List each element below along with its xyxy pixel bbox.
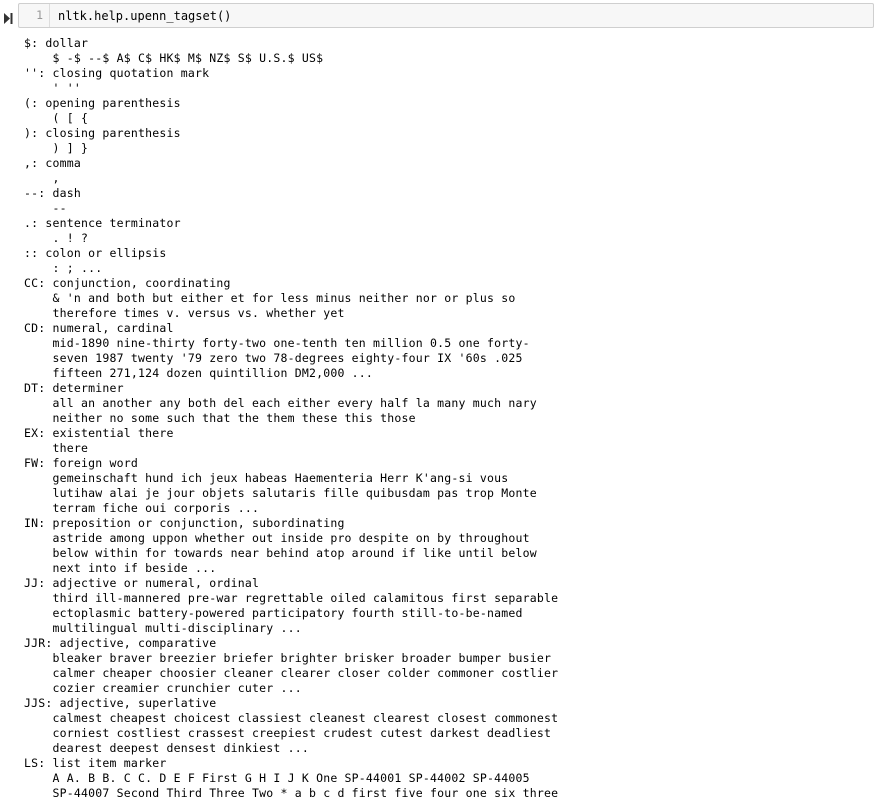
tag-definition-line: '': closing quotation mark [24,66,210,80]
tag-examples-line: third ill-mannered pre-war regrettable oiled calamitous first separable [24,591,559,605]
tag-examples-line: mid-1890 nine-thirty forty-two one-tenth ten million 0.5 one forty- [24,336,530,350]
tag-examples-line: calmer cheaper choosier cleaner clearer closer colder commoner costlier [24,666,559,680]
tag-definition-line: :: colon or ellipsis [24,246,167,260]
tag-definition-line: --: dash [24,186,81,200]
tag-definition-line: JJR: adjective, comparative [24,636,217,650]
tag-examples-line: cozier creamier crunchier cuter ... [24,681,302,695]
tag-examples-line: below within for towards near behind atop around if like until below [24,546,537,560]
code-text[interactable]: nltk.help.upenn_tagset() [58,8,232,23]
tag-examples-line: multilingual multi-disciplinary ... [24,621,302,635]
tag-examples-line: A A. B B. C C. D E F First G H I J K One SP-44001 SP-44002 SP-44005 [24,771,530,785]
run-cell-icon[interactable] [4,9,13,20]
tag-examples-line: ' '' [24,81,81,95]
tag-definition-line: JJS: adjective, superlative [24,696,217,710]
tag-examples-line: all an another any both del each either every half la many much nary [24,396,537,410]
tag-examples-line: SP-44007 Second Third Three Two * a b c d first five four one six three [24,786,559,800]
tag-definition-line: JJ: adjective or numeral, ordinal [24,576,260,590]
tag-examples-line: corniest costliest crassest creepiest crudest cutest darkest deadliest [24,726,552,740]
tag-definition-line: FW: foreign word [24,456,138,470]
tag-definition-line: DT: determiner [24,381,124,395]
tag-examples-line: bleaker braver breezier briefer brighter brisker broader bumper busier [24,651,552,665]
tag-examples-line: ( [ { [24,111,89,125]
tag-examples-line: $ -$ --$ A$ C$ HK$ M$ NZ$ S$ U.S.$ US$ [24,51,324,65]
tag-examples-line: -- [24,201,67,215]
tag-definition-line: $: dollar [24,36,89,50]
tag-definition-line: ): closing parenthesis [24,126,181,140]
tag-examples-line: seven 1987 twenty '79 zero two 78-degrees eighty-four IX '60s .025 [24,351,523,365]
tag-definition-line: CD: numeral, cardinal [24,321,174,335]
tag-definition-line: IN: preposition or conjunction, subordinating [24,516,345,530]
tag-examples-line: lutihaw alai je jour objets salutaris fille quibusdam pas trop Monte [24,486,537,500]
tag-definition-line: LS: list item marker [24,756,167,770]
tag-examples-line: : ; ... [24,261,103,275]
tag-examples-line: ) ] } [24,141,89,155]
tag-examples-line: fifteen 271,124 dozen quintillion DM2,000 ... [24,366,374,380]
tag-examples-line: ectoplasmic battery-powered participatory fourth still-to-be-named [24,606,523,620]
code-input[interactable] [18,3,874,28]
tag-examples-line: calmest cheapest choicest classiest cleanest clearest closest commonest [24,711,559,725]
tag-examples-line: dearest deepest densest dinkiest ... [24,741,309,755]
tag-examples-line: , [24,171,60,185]
tag-definition-line: CC: conjunction, coordinating [24,276,231,290]
tag-examples-line: & 'n and both but either et for less minus neither nor or plus so [24,291,516,305]
code-cell [0,0,878,30]
tag-examples-line: gemeinschaft hund ich jeux habeas Haementeria Herr K'ang-si vous [24,471,509,485]
line-number: 1 [19,4,50,27]
tag-definition-line: ,: comma [24,156,81,170]
tag-definition-line: EX: existential there [24,426,174,440]
tag-examples-line: neither no some such that the them these this those [24,411,416,425]
tag-examples-line: astride among uppon whether out inside pro despite on by throughout [24,531,530,545]
tag-examples-line: next into if beside ... [24,561,217,575]
tag-definition-line: (: opening parenthesis [24,96,181,110]
tag-examples-line: terram fiche oui corporis ... [24,501,260,515]
tag-examples-line: therefore times v. versus vs. whether yet [24,306,345,320]
tag-examples-line: there [24,441,89,455]
tag-examples-line: . ! ? [24,231,89,245]
cell-output [24,36,558,801]
tag-definition-line: .: sentence terminator [24,216,181,230]
